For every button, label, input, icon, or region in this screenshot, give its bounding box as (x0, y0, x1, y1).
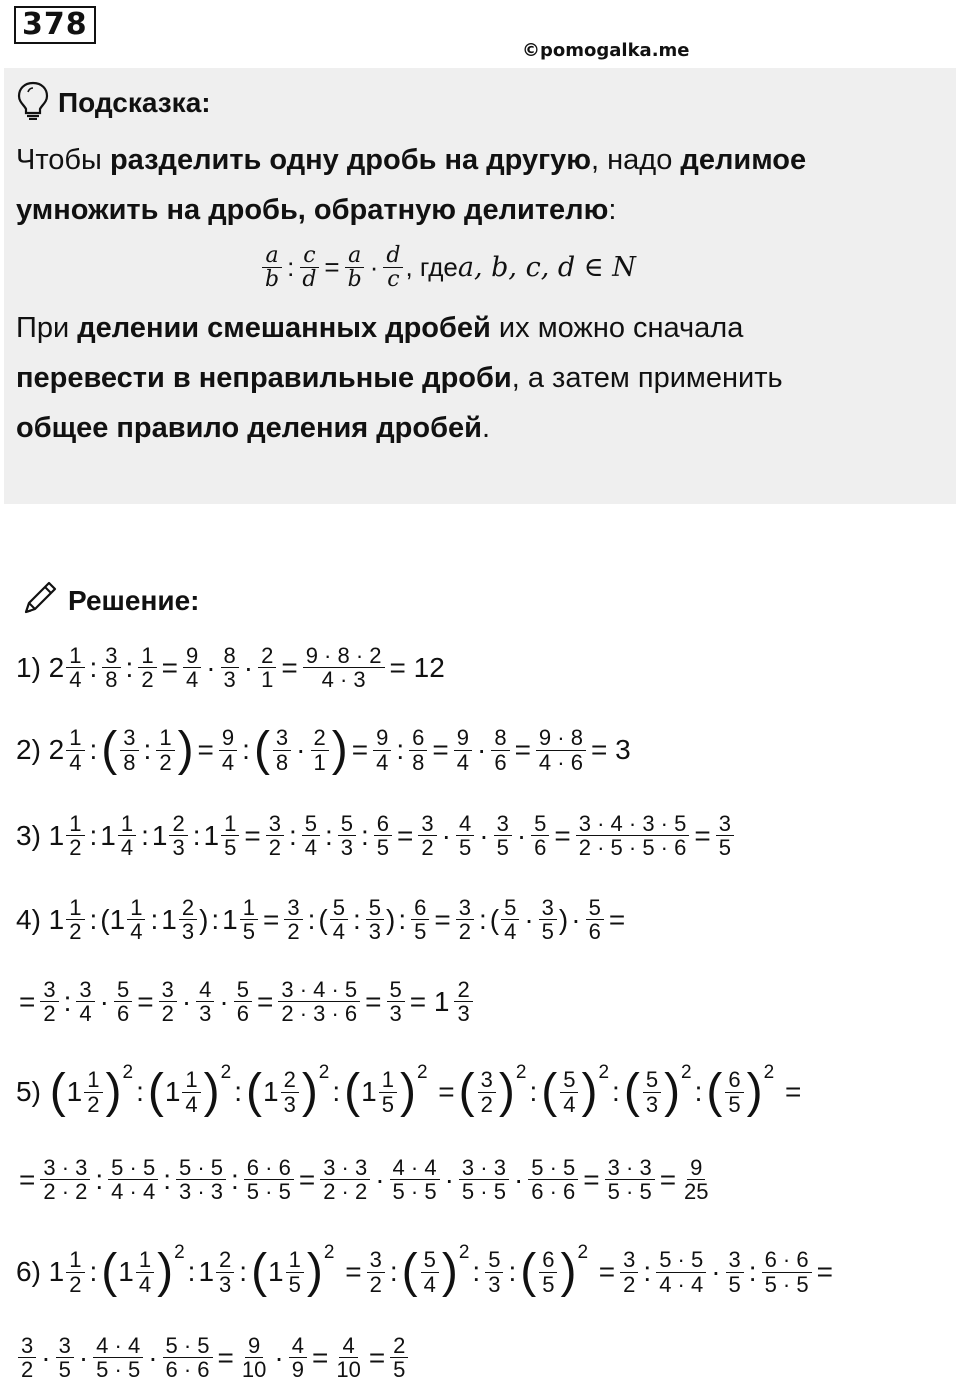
hint-header (16, 80, 211, 125)
hint-line-1: Чтобы разделить одну дробь на другую, надо делимое (16, 144, 807, 176)
hint-line-4: перевести в неправильные дроби, а затем применить (16, 362, 783, 394)
solution-line-4: 4) 1 $\frac{1}{2}$ : (1 $\frac{1}{4}$ : 1 $\frac{2}{3}$ ) : 1 $\frac{1}{5}$ = $\frac{3}{2}$ : ( $\frac{5}{4}$ : $\frac{5}{3}$ ) : $\frac{6}{5}$ = $\frac{3}{2}$ : ( $\frac{5}{4}$ · $\frac{3}{5}$ ) · $\frac{5}{6}$ = (16, 895, 626, 945)
task-number: 378 (14, 6, 96, 44)
hint-box (4, 68, 956, 504)
solution-line-1: 1) 2 $\frac{1}{4}$ : $\frac{3}{8}$ : $\frac{1}{2}$ = $\frac{9}{4}$ · $\frac{8}{3}$ · $\frac{2}{1}$ = $\frac{9 \cdot 8 \cdot 2}{4 \cdot 3}$ = 12 (16, 643, 445, 693)
hint-line-3: При делении смешанных дробей их можно сначала (16, 312, 744, 344)
division-formula: $\frac{a}{b}$ : $\frac{c}{d}$ = $\frac{a}{b}$ · $\frac{d}{c}$ , где a, b, c, d ∈ N (260, 244, 636, 291)
solution-line-2: 2) 2 $\frac{1}{4}$ : ( $\frac{3}{8}$ : $\frac{1}{2}$ ) = $\frac{9}{4}$ : ( $\frac{3}{8}$ · $\frac{2}{1}$ ) = $\frac{9}{4}$ : $\frac{6}{8}$ = $\frac{9}{4}$ · $\frac{8}{6}$ = $\frac{9 \cdot 8}{4 \cdot 6}$ = 3 (16, 723, 631, 776)
hint-title: Подсказка: (58, 86, 211, 118)
hint-line-5: общее правило деления дробей. (16, 412, 491, 444)
solution-line-4-cont: = $\frac{3}{2}$ : $\frac{3}{4}$ · $\frac{5}{6}$ = $\frac{3}{2}$ · $\frac{4}{3}$ · $\frac{5}{6}$ = $\frac{3 \cdot 4 \cdot 5}{2 \cdot 3 \cdot 6}$ = $\frac{5}{3}$ = 1 $\frac{2}{3}$ (16, 978, 475, 1025)
solution-line-3: 3) 1 $\frac{1}{2}$ : 1 $\frac{1}{4}$ : 1 $\frac{2}{3}$ : 1 $\frac{1}{5}$ = $\frac{3}{2}$ : $\frac{5}{4}$ : $\frac{5}{3}$ : $\frac{6}{5}$ = $\frac{3}{2}$ · $\frac{4}{5}$ · $\frac{3}{5}$ · $\frac{5}{6}$ = $\frac{3 \cdot 4 \cdot 3 \cdot 5}{2 \cdot 5 \cdot 5 \cdot 6}$ = $\frac{3}{5}$ (16, 812, 736, 859)
solution-header (20, 578, 199, 623)
solution-line-6: 6) 1 $\frac{1}{2}$ : ( 1 $\frac{1}{4}$ ) 2 : 1 $\frac{2}{3}$ : ( 1 $\frac{1}{5}$ ) 2 = $\frac{3}{2}$ : ( $\frac{5}{4}$ ) 2 : $\frac{5}{3}$ : ( $\frac{6}{5}$ ) 2 = $\frac{3}{2}$ : $\frac{5 \cdot 5}{4 \cdot 4}$ · $\frac{3}{5}$ : $\frac{6 \cdot 6}{5 \cdot 5}$ = (16, 1242, 833, 1298)
hint-line-2: умножить на дробь, обратную делителю: (16, 194, 617, 226)
lightbulb-icon (16, 80, 50, 125)
solution-title: Решение: (68, 584, 200, 616)
pencil-icon (20, 578, 60, 623)
solution-line-6-cont: $\frac{3}{2}$ · $\frac{3}{5}$ · $\frac{4 \cdot 4}{5 \cdot 5}$ · $\frac{5 \cdot 5}{6 \cdot 6}$ = $\frac{9}{10}$ · $\frac{4}{9}$ = $\frac{4}{10}$ = $\frac{2}{5}$ (16, 1334, 410, 1381)
site-watermark: ©pomogalka.me (522, 40, 690, 61)
solution-line-5-cont: = $\frac{3 \cdot 3}{2 \cdot 2}$ : $\frac{5 \cdot 5}{4 \cdot 4}$ : $\frac{5 \cdot 5}{3 \cdot 3}$ : $\frac{6 \cdot 6}{5 \cdot 5}$ = $\frac{3 \cdot 3}{2 \cdot 2}$ · $\frac{4 \cdot 4}{5 \cdot 5}$ · $\frac{3 \cdot 3}{5 \cdot 5}$ · $\frac{5 \cdot 5}{6 \cdot 6}$ = $\frac{3 \cdot 3}{5 \cdot 5}$ = $\frac{9}{25}$ (19, 1155, 709, 1205)
solution-line-5: 5) ( 1 $\frac{1}{2}$ ) 2 : ( 1 $\frac{1}{4}$ ) 2 : ( 1 $\frac{2}{3}$ ) 2 : ( 1 $\frac{1}{5}$ ) 2 = ( $\frac{3}{2}$ ) 2 : ( $\frac{5}{4}$ ) 2 : ( $\frac{5}{3}$ ) 2 : ( $\frac{6}{5}$ ) 2 = (16, 1062, 802, 1118)
